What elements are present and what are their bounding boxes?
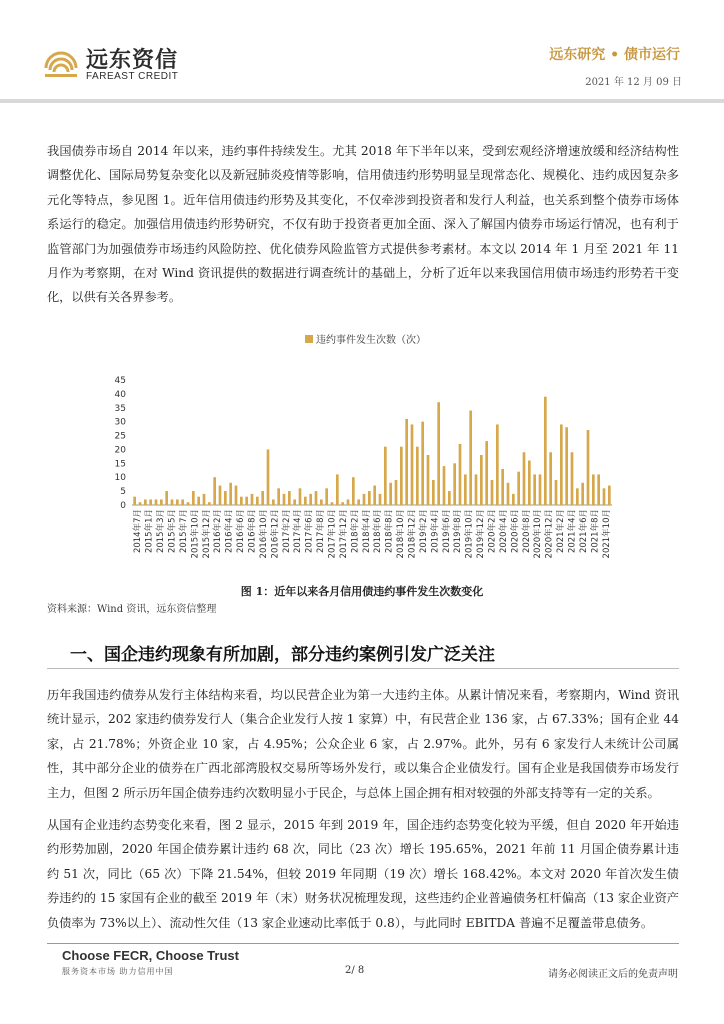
bar [517, 472, 520, 505]
bar [379, 494, 382, 505]
x-tick-label: 2017年12月 [338, 509, 349, 559]
bar [416, 447, 419, 505]
x-tick-label: 2021年4月 [567, 509, 578, 554]
legend-label: 违约事件发生次数（次） [316, 335, 426, 346]
bar [373, 486, 376, 505]
x-tick-label: 2015年12月 [201, 509, 212, 559]
x-tick-label: 2018年8月 [384, 509, 395, 554]
x-tick-label: 2020年8月 [521, 509, 532, 554]
bar [357, 499, 360, 505]
bar [501, 469, 504, 505]
bar [475, 474, 478, 505]
bar [272, 499, 275, 505]
x-tick-label: 2018年4月 [361, 509, 372, 554]
bar [219, 486, 222, 505]
x-tick-label: 2015年5月 [167, 509, 178, 554]
bar [587, 430, 590, 505]
intro-paragraph: 我国债券市场自 2014 年以来，违约事件持续发生。尤其 2018 年下半年以来，受到宏观经济增速放缓和经济结构性调整优化、国际局势复杂变化以及新冠肺炎疫情等影响，信用债违约形势明显呈现常态化、规模化、违约成因复杂多元化等特点，参见图 1。近年信用债违约形势及其变化，不仅牵涉到投资者和发行人利益，也关系到整个债券市场体系运行的稳定。加强信用债违约形势研究，不仅有助于投资者更加全面、深入了解国内债券市场运行情况，也有利于监管部门为加强债券市场违约风险防控、优化债券风险监管方式提供参考素材。本文以 2014 年 1 月至 2021 年 11 月作为考察期，在对 Wind 资讯提供的数据进行调查统计的基础上，分析了近年以来我国信用债市场违约形势若干变化，以供有关各界参考。 [47, 144, 679, 305]
x-tick-label: 2020年12月 [544, 509, 555, 559]
bar [251, 494, 254, 505]
bar [544, 397, 547, 505]
bar [485, 441, 488, 505]
y-tick-label: 30 [114, 417, 126, 428]
bar [560, 424, 563, 505]
bar [176, 499, 179, 505]
bar [603, 488, 606, 505]
section-divider [47, 668, 679, 669]
x-tick-label: 2016年10月 [258, 509, 269, 559]
bar [480, 455, 483, 505]
bar [213, 477, 216, 505]
bar [597, 474, 600, 505]
bar [405, 419, 408, 505]
x-tick-label: 2017年10月 [327, 509, 338, 559]
x-tick-label: 2019年12月 [476, 509, 487, 559]
x-tick-label: 2015年1月 [144, 509, 155, 554]
bar [293, 499, 296, 505]
bar [229, 483, 232, 505]
x-tick-label: 2021年10月 [601, 509, 612, 559]
bar [528, 461, 531, 505]
x-tick-label: 2017年8月 [316, 509, 327, 554]
chart-svg [100, 325, 620, 580]
bar [368, 491, 371, 505]
y-tick-label: 25 [114, 431, 126, 442]
x-tick-label: 2018年12月 [407, 509, 418, 559]
section-paragraph-2: 从国有企业违约态势变化来看，图 2 显示，2015 年到 2019 年，国企违约态势变化较为平缓，但自 2020 年开始违约形势加剧，2020 年国企债券累计违约 68 次，同比（23 次）增长 195.65%，2021 年前 11 月国企债券累计违约 51 次，同比（65 次）下降 21.54%，但较 2019 年同期（19 次）增长 168.42%。本文对 2020 年首次发生债券违约的 15 家国有企业的截至 2019 年（末）财务状况梳理发现，这些违约企业普遍债务杠杆偏高（13 家企业资产负债率为 73%以上）、流动性欠佳（13 家企业速动比率低于 0.8），与此同时 EBITDA 普遍不足覆盖带息债务。 [47, 818, 679, 930]
x-tick-label: 2017年2月 [281, 509, 292, 554]
bar [395, 480, 398, 505]
x-tick-label: 2019年4月 [430, 509, 441, 554]
bar [384, 447, 387, 505]
bar [523, 452, 526, 505]
legend-swatch [305, 335, 313, 343]
bar [347, 499, 350, 505]
bar [309, 494, 312, 505]
bar [133, 497, 136, 505]
bar [277, 488, 280, 505]
bar [155, 499, 158, 505]
footer-divider [47, 943, 679, 944]
bar [144, 499, 147, 505]
bar [437, 402, 440, 505]
y-tick-label: 5 [120, 487, 126, 498]
page-header [0, 0, 724, 102]
x-tick-label: 2021年8月 [590, 509, 601, 554]
bar [245, 497, 248, 505]
bar [325, 488, 328, 505]
x-tick-label: 2018年6月 [373, 509, 384, 554]
x-tick-label: 2016年8月 [247, 509, 258, 554]
bar [315, 491, 318, 505]
bar [453, 463, 456, 505]
bar [421, 422, 424, 505]
x-tick-label: 2020年4月 [498, 509, 509, 554]
footer-disclaimer: 请务必阅读正文后的免责声明 [548, 969, 678, 980]
default-events-chart [100, 325, 620, 580]
x-tick-label: 2017年6月 [304, 509, 315, 554]
bar [267, 449, 270, 505]
y-tick-label: 15 [114, 459, 126, 470]
section-paragraph-1: 历年我国违约债券从发行主体结构来看，均以民营企业为第一大违约主体。从累计情况来看，考察期内，Wind 资讯统计显示，202 家违约债券发行人（集合企业发行人按 1 家算）中，有民营企业 136 家，占 67.33%；国有企业 44 家，占 21.78%；外资企业 10 家，占 4.95%；公众企业 6 家，占 2.97%。此外，另有 6 家发行人未统计公司属性，其中部分企业的债券在广西北部湾股权交易所等场外发行，或以集合企业债发行。国有企业是我国债券市场发行主力，但图 2 所示历年国企债券违约次数明显小于民企，与总体上国企拥有相对较强的外部支持等有一定的关系。 [47, 688, 679, 800]
bar [533, 474, 536, 505]
bar [432, 480, 435, 505]
bar [389, 483, 392, 505]
bar [261, 491, 264, 505]
bar [187, 502, 190, 505]
bar [208, 502, 211, 505]
bar [341, 502, 344, 505]
bar [491, 480, 494, 505]
y-tick-label: 10 [114, 473, 126, 484]
logo-icon [42, 44, 80, 82]
x-tick-label: 2018年2月 [350, 509, 361, 554]
bar [459, 444, 462, 505]
bar [400, 447, 403, 505]
bar [608, 486, 611, 505]
bar [576, 488, 579, 505]
bar [139, 502, 142, 505]
bar [181, 499, 184, 505]
x-tick-label: 2015年3月 [156, 509, 167, 554]
bar [507, 483, 510, 505]
x-tick-label: 2016年12月 [270, 509, 281, 559]
report-date: 2021 年 12 月 09 日 [585, 77, 682, 88]
x-tick-label: 2019年10月 [464, 509, 475, 559]
x-tick-label: 2015年10月 [190, 509, 201, 559]
bar [363, 494, 366, 505]
bar [411, 424, 414, 505]
logo-english-name: FAREAST CREDIT [86, 71, 179, 82]
footer-brand: Choose FECR, Choose Trust [62, 948, 239, 963]
bar [448, 491, 451, 505]
section-label: 远东研究 • 债市运行 [549, 47, 680, 63]
bar [565, 427, 568, 505]
bar [240, 497, 243, 505]
bar [331, 502, 334, 505]
page-number: 2/ 8 [345, 965, 365, 976]
y-tick-label: 40 [114, 389, 126, 400]
bar [197, 497, 200, 505]
x-tick-label: 2014年7月 [133, 509, 144, 554]
bar [464, 474, 467, 505]
bar [336, 474, 339, 505]
bar [549, 452, 552, 505]
x-tick-label: 2020年2月 [487, 509, 498, 554]
x-tick-label: 2019年2月 [418, 509, 429, 554]
bar [512, 494, 515, 505]
bar [203, 494, 206, 505]
bar [496, 424, 499, 505]
bar [288, 491, 291, 505]
bar [469, 411, 472, 505]
y-tick-label: 45 [114, 376, 126, 386]
bar [581, 483, 584, 505]
bar [571, 452, 574, 505]
x-tick-label: 2018年10月 [396, 509, 407, 559]
bar [592, 474, 595, 505]
x-tick-label: 2019年6月 [441, 509, 452, 554]
bar [171, 499, 174, 505]
bar [299, 488, 302, 505]
x-tick-label: 2021年2月 [556, 509, 567, 554]
bar [443, 466, 446, 505]
bar [192, 491, 195, 505]
bar [149, 499, 152, 505]
bar [320, 499, 323, 505]
bar [352, 477, 355, 505]
y-tick-label: 35 [114, 403, 126, 414]
figure-source: 资料来源：Wind 资讯，远东资信整理 [47, 604, 217, 615]
section-title: 一、国企违约现象有所加剧，部分违约案例引发广泛关注 [70, 645, 495, 665]
x-tick-label: 2020年6月 [510, 509, 521, 554]
x-tick-label: 2015年7月 [178, 509, 189, 554]
footer-slogan: 服务资本市场 助力信用中国 [62, 967, 174, 976]
bar [235, 486, 238, 505]
figure-caption: 图 1：近年以来各月信用债违约事件发生次数变化 [240, 585, 484, 598]
x-tick-label: 2021年6月 [578, 509, 589, 554]
bar [555, 480, 558, 505]
x-tick-label: 2016年6月 [236, 509, 247, 554]
logo-chinese-name: 远东资信 [86, 48, 179, 73]
bar [160, 499, 163, 505]
bar [256, 497, 259, 505]
x-tick-label: 2016年4月 [224, 509, 235, 554]
x-tick-label: 2017年4月 [293, 509, 304, 554]
bar [165, 491, 168, 505]
bar [283, 494, 286, 505]
bar [304, 497, 307, 505]
bar [224, 491, 227, 505]
bar [539, 474, 542, 505]
y-tick-label: 0 [120, 501, 126, 511]
header-divider [0, 99, 724, 103]
x-tick-label: 2019年8月 [453, 509, 464, 554]
x-tick-label: 2016年2月 [213, 509, 224, 554]
x-tick-label: 2020年10月 [533, 509, 544, 559]
y-tick-label: 20 [114, 445, 126, 456]
bar [427, 455, 430, 505]
